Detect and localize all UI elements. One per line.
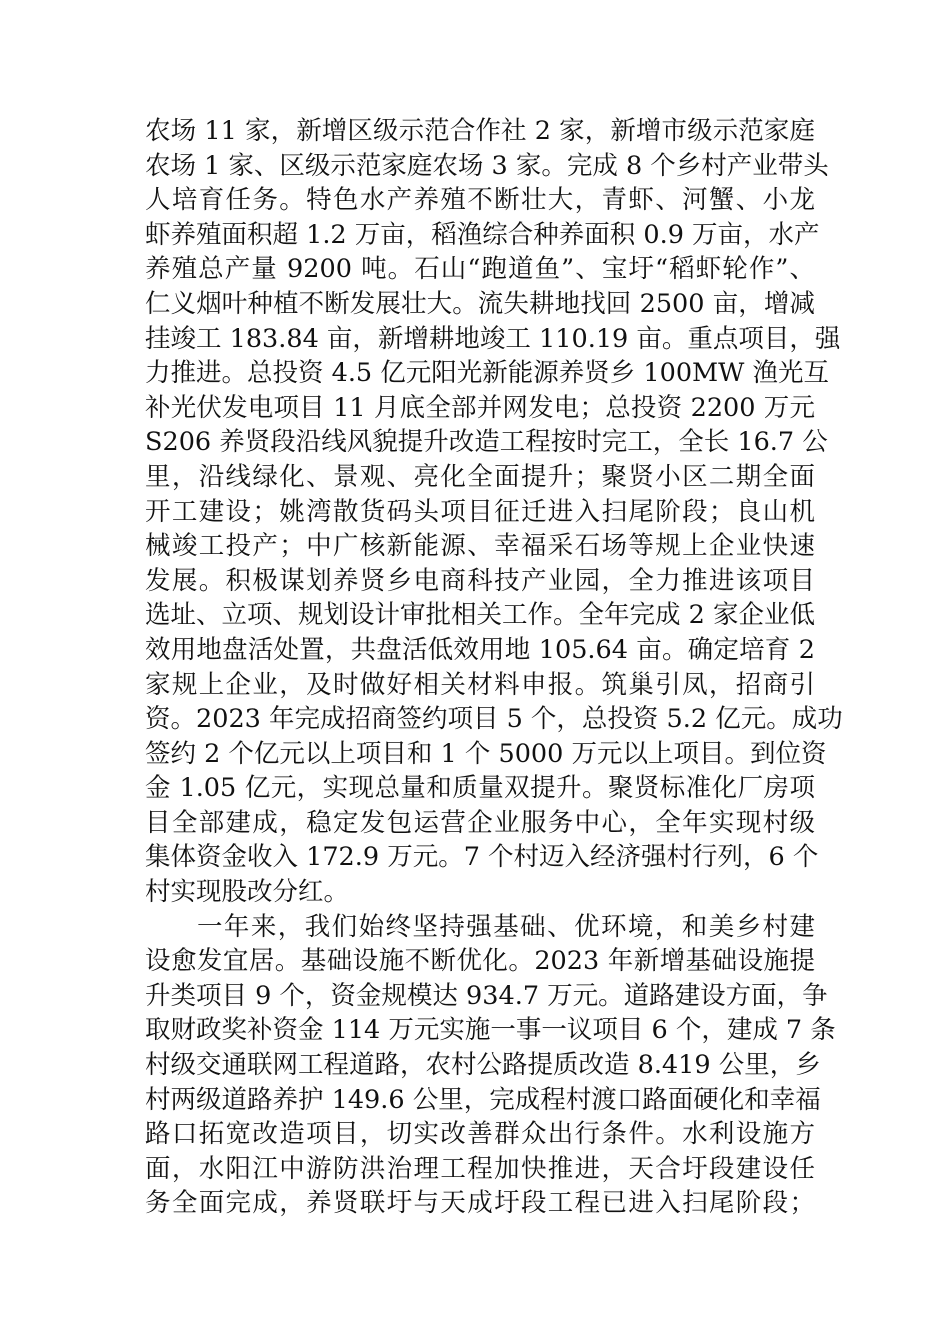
- body-text: [145, 114, 843, 1221]
- text-line: 里，沿线绿化、景观、亮化全面提升；聚贤小区二期全面: [145, 461, 815, 492]
- text-line: S206 养贤段沿线风貌提升改造工程按时完工，全长 16.7 公: [145, 427, 828, 458]
- text-line: 路口拓宽改造项目，切实改善群众出行条件。水利设施方: [145, 1119, 815, 1150]
- text-line: 人培育任务。特色水产养殖不断壮大，青虾、河蟹、小龙: [145, 185, 815, 216]
- text-line: 金 1.05 亿元，实现总量和质量双提升。聚贤标准化厂房项: [145, 773, 815, 804]
- text-line: 集体资金收入 172.9 万元。7 个村迈入经济强村行列，6 个: [145, 842, 819, 873]
- text-line: 械竣工投产；中广核新能源、幸福采石场等规上企业快速: [145, 531, 815, 562]
- text-line: 开工建设；姚湾散货码头项目征迁进入扫尾阶段；良山机: [145, 496, 815, 527]
- text-line: 村级交通联网工程道路，农村公路提质改造 8.419 公里，乡: [145, 1050, 821, 1081]
- text-line: 资。2023 年完成招商签约项目 5 个，总投资 5.2 亿元。成功: [145, 704, 843, 735]
- text-line: 养殖总产量 9200 吨。石山“跑道鱼”、宝圩“稻虾轮作”、: [145, 254, 815, 285]
- text-line: 签约 2 个亿元以上项目和 1 个 5000 万元以上项目。到位资: [145, 738, 827, 769]
- text-line: 一年来，我们始终坚持强基础、优环境，和美乡村建: [197, 911, 815, 942]
- text-line: 选址、立项、规划设计审批相关工作。全年完成 2 家企业低: [145, 600, 815, 631]
- text-line: 农场 11 家，新增区级示范合作社 2 家，新增市级示范家庭: [145, 116, 815, 146]
- text-line: 目全部建成，稳定发包运营企业服务中心，全年实现村级: [145, 807, 815, 838]
- text-line: 力推进。总投资 4.5 亿元阳光新能源养贤乡 100MW 渔光互: [145, 358, 829, 389]
- text-line: 设愈发宜居。基础设施不断优化。2023 年新增基础设施提: [145, 946, 815, 977]
- text-line: 农场 1 家、区级示范家庭农场 3 家。完成 8 个乡村产业带头: [145, 150, 829, 181]
- text-line: 取财政奖补资金 114 万元实施一事一议项目 6 个，建成 7 条: [145, 1015, 836, 1046]
- text-line: 虾养殖面积超 1.2 万亩，稻渔综合种养面积 0.9 万亩，水产: [145, 219, 820, 250]
- text-line: 效用地盘活处置，共盘活低效用地 105.64 亩。确定培育 2: [145, 634, 815, 665]
- text-line: 家规上企业，及时做好相关材料申报。筑巢引凤，招商引: [145, 669, 815, 700]
- text-line: 补光伏发电项目 11 月底全部并网发电；总投资 2200 万元: [145, 392, 815, 423]
- text-line: 务全面完成，养贤联圩与天成圩段工程已进入扫尾阶段；: [145, 1188, 815, 1219]
- text-line: 面，水阳江中游防洪治理工程加快推进，天合圩段建设任: [145, 1153, 815, 1184]
- text-line: 村两级道路养护 149.6 公里，完成程村渡口路面硬化和幸福: [145, 1084, 821, 1115]
- text-line: 升类项目 9 个，资金规模达 934.7 万元。道路建设方面，争: [145, 980, 828, 1011]
- text-line: 挂竣工 183.84 亩，新增耕地竣工 110.19 亩。重点项目，强: [145, 323, 841, 354]
- text-line: 村实现股改分红。: [145, 877, 350, 908]
- text-line: 仁义烟叶种植不断发展壮大。流失耕地找回 2500 亩，增减: [145, 288, 815, 319]
- text-line: 发展。积极谋划养贤乡电商科技产业园，全力推进该项目: [145, 565, 815, 596]
